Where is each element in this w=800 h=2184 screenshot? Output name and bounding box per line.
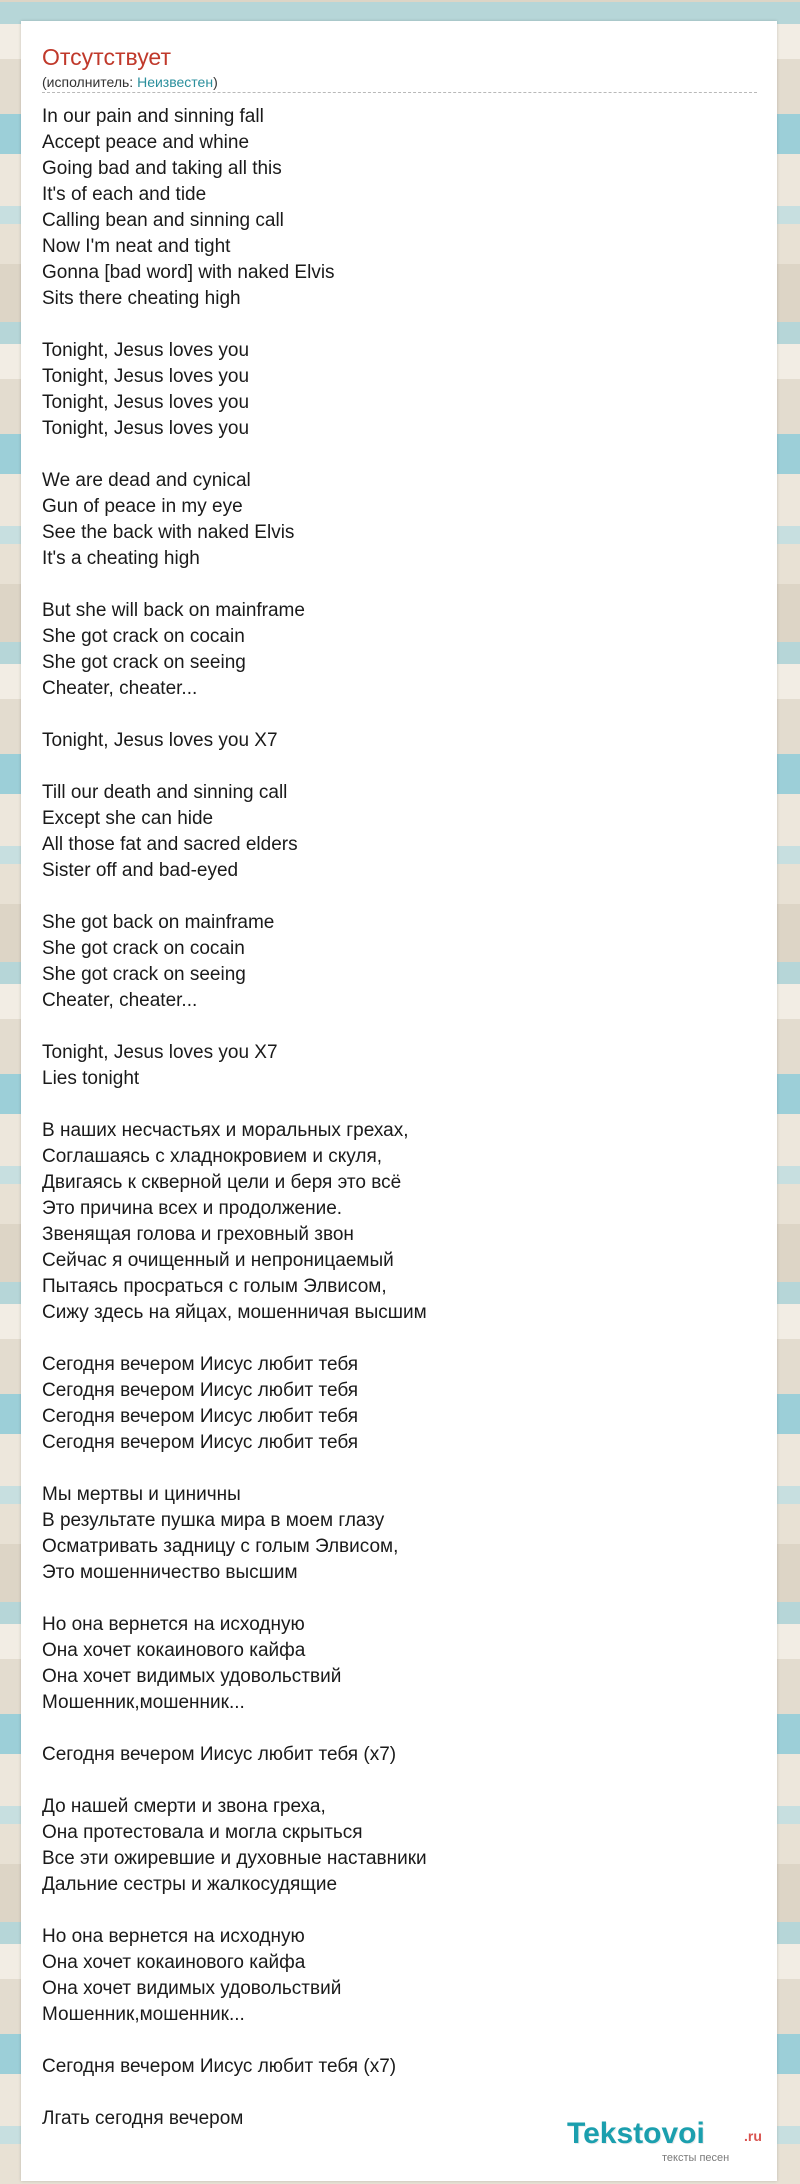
lyrics-text [42,104,742,2132]
lyric-line: Сижу здесь на яйцах, мошенничая высшим [42,1302,427,1323]
lyric-line: Till our death and sinning call [42,782,288,803]
lyric-line: Она хочет видимых удовольствий [42,1666,342,1687]
lyric-line: See the back with naked Elvis [42,522,295,543]
lyric-line: Lies tonight [42,1068,140,1089]
lyric-line [42,312,742,338]
lyric-line [42,1898,742,1924]
lyric-line: In our pain and sinning fall [42,106,264,127]
lyric-line: Tonight, Jesus loves you X7 [42,1042,278,1063]
lyric-line: Это мошенничество высшим [42,1562,298,1583]
lyric-line: В наших несчастьях и моральных грехах, [42,1120,409,1141]
lyric-line: Sister off and bad-eyed [42,860,239,881]
lyric-line: She got crack on cocain [42,938,245,959]
lyric-line [42,2028,742,2054]
lyric-line: She got crack on seeing [42,652,246,673]
lyric-line [42,2080,742,2106]
lyric-line [42,442,742,468]
lyric-line: But she will back on mainframe [42,600,305,621]
lyric-line [42,1768,742,1794]
lyric-line: We are dead and cynical [42,470,251,491]
lyric-line: В результате пушка мира в моем глазу [42,1510,385,1531]
artist-link[interactable]: Неизвестен [137,74,214,90]
header-divider [42,92,757,93]
lyric-line [42,1326,742,1352]
lyric-line [42,1092,742,1118]
lyric-line [42,572,742,598]
lyric-line: Except she can hide [42,808,214,829]
lyric-line: Tonight, Jesus loves you X7 [42,730,278,751]
lyric-line: Calling bean and sinning call [42,210,284,231]
lyric-line: Сегодня вечером Иисус любит тебя [42,1354,359,1375]
lyric-line: Gun of peace in my eye [42,496,243,517]
lyric-line: All those fat and sacred elders [42,834,298,855]
logo-wordmark: Tekstovoi [567,2117,705,2150]
lyric-line: Sits there cheating high [42,288,241,309]
lyric-line: Accept peace and whine [42,132,250,153]
lyric-line: Пытаясь просраться с голым Элвисом, [42,1276,387,1297]
logo-tagline: тексты песен [662,2152,730,2164]
artist-line [42,73,218,91]
artist-suffix: ) [213,74,218,90]
lyric-line: Соглашаясь с хладнокровием и скуля, [42,1146,383,1167]
lyric-line: Лгать сегодня вечером [42,2108,244,2129]
song-title: Отсутствует [42,44,171,70]
logo-domain: .ru [744,2128,762,2144]
lyric-line [42,1014,742,1040]
lyric-line [42,1456,742,1482]
lyric-line: Tonight, Jesus loves you [42,340,250,361]
lyric-line: Это причина всех и продолжение. [42,1198,343,1219]
lyric-line: Going bad and taking all this [42,158,282,179]
lyric-line: Сегодня вечером Иисус любит тебя (х7) [42,2056,397,2077]
lyric-line: Но она вернется на исходную [42,1614,305,1635]
lyric-line: Cheater, cheater... [42,990,198,1011]
lyric-line: Осматривать задницу с голым Элвисом, [42,1536,399,1557]
lyric-line: Сегодня вечером Иисус любит тебя (х7) [42,1744,397,1765]
lyric-line [42,702,742,728]
lyric-line: Tonight, Jesus loves you [42,366,250,387]
lyric-line: Сегодня вечером Иисус любит тебя [42,1380,359,1401]
lyric-line [42,1716,742,1742]
lyric-line: Сейчас я очищенный и непроницаемый [42,1250,394,1271]
lyric-line: Мошенник,мошенник... [42,2004,245,2025]
lyric-line: Now I'm neat and tight [42,236,231,257]
lyric-line: Двигаясь к скверной цели и беря это всё [42,1172,402,1193]
lyric-line [42,884,742,910]
lyric-line: Звенящая голова и греховный звон [42,1224,354,1245]
artist-prefix: (исполнитель: [42,74,138,90]
lyric-line: Но она вернется на исходную [42,1926,305,1947]
lyric-line: Tonight, Jesus loves you [42,392,250,413]
lyric-line: Мошенник,мошенник... [42,1692,245,1713]
lyric-line: She got crack on seeing [42,964,246,985]
lyric-line: Мы мертвы и циничны [42,1484,241,1505]
lyric-line: До нашей смерти и звона греха, [42,1796,326,1817]
lyric-line: It's a cheating high [42,548,200,569]
lyric-line: It's of each and tide [42,184,207,205]
lyric-line: Gonna [bad word] with naked Elvis [42,262,335,283]
site-logo[interactable] [567,2118,767,2166]
lyric-line [42,754,742,780]
lyric-line: Cheater, cheater... [42,678,198,699]
lyric-line: She got back on mainframe [42,912,275,933]
lyric-line [42,1586,742,1612]
lyric-line: Все эти ожиревшие и духовные наставники [42,1848,427,1869]
lyric-line: Она хочет кокаинового кайфа [42,1640,306,1661]
lyric-line: Она хочет кокаинового кайфа [42,1952,306,1973]
lyric-line: Сегодня вечером Иисус любит тебя [42,1432,359,1453]
lyric-line: She got crack on cocain [42,626,245,647]
lyric-line: Tonight, Jesus loves you [42,418,250,439]
lyric-line: Она протестовала и могла скрыться [42,1822,363,1843]
lyric-line: Она хочет видимых удовольствий [42,1978,342,1999]
lyric-line: Дальние сестры и жалкосудящие [42,1874,338,1895]
lyric-line: Сегодня вечером Иисус любит тебя [42,1406,359,1427]
